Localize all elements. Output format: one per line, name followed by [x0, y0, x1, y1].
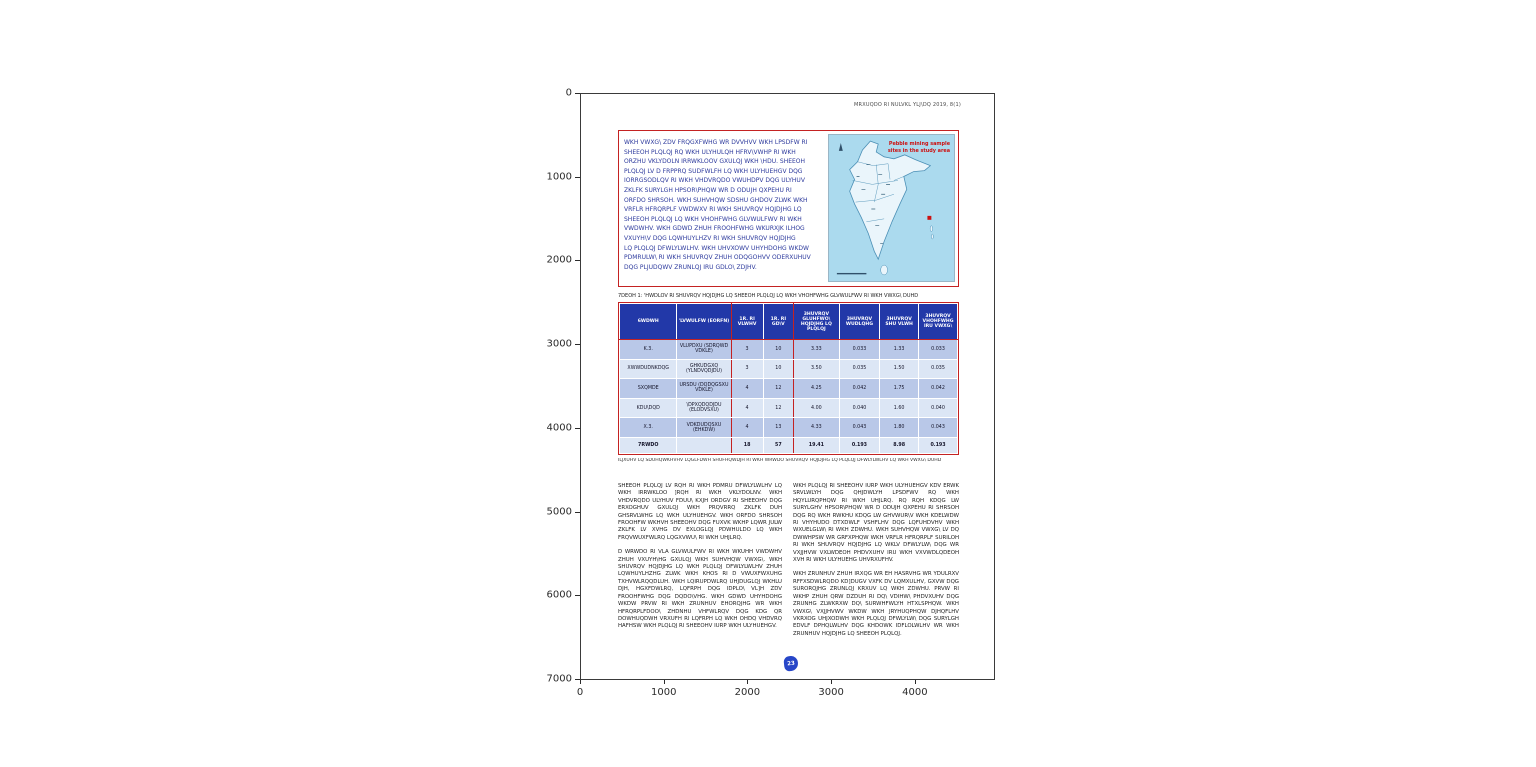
table-cell: 4.25 [794, 379, 840, 399]
table-cell: 12 [763, 379, 793, 399]
table-cell: 1.33 [880, 340, 919, 360]
abstract-line: PLQLQJ LV D FRPPRQ SUDFWLFH LQ WKH ULYHUEHGV DQG [624, 167, 803, 175]
table-cell: 4 [731, 379, 763, 399]
table-header-cell: 6WDWH [620, 304, 677, 340]
sri-lanka [881, 265, 888, 275]
abstract-line: ORFDO SHRSOH. WKH SUHVHQW SDSHU GHDOV ZLWK WKH [624, 196, 808, 204]
table-note: ILJXUHV LQ SDUHQWKHVHV LQGLFDWH SHUFHQWDJH RI WKH WRWDO SHUVRQV HQJDJHG LQ PLQLQJ DFWLYLWLHV LQ WKH VWXG\ DUHD [618, 458, 942, 463]
x-tick-mark [747, 680, 748, 684]
y-tick-label: 1000 [546, 171, 572, 183]
table-header-cell: 3HUVRQV SHU VLWH [880, 304, 919, 340]
table-cell: 4.33 [794, 418, 840, 438]
plot-area [580, 93, 995, 680]
abstract-line: VWDWHV. WKH GDWD ZHUH FROOHFWHG WKURXJK ILHOG [624, 225, 805, 233]
abstract-line: ORZHU VKLYDOLN IRRWKLOOV GXULQJ WKH \HDU. SHEEOH [624, 158, 806, 166]
abstract-line: SHEEOH PLQLQJ LQ WKH VHOHFWHG GLVWULFWV RI WKH [624, 215, 802, 223]
india-map [828, 134, 955, 282]
abstract-text [624, 138, 826, 272]
india-map-svg [829, 135, 954, 281]
abstract-line: ZKLFK SURYLGH HPSOR\PHQW WR D ODUJH QXPEHU RI [624, 186, 792, 194]
table-cell: 1.80 [880, 418, 919, 438]
abstract-line: LQ PLQLQJ DFWLYLWLHV. WKH UHVXOWV UHYHDOHG WKDW [624, 244, 809, 252]
body-column-right [793, 483, 959, 645]
journal-header: MRXUQDO RI NULVKL YLJ\DQ 2019, 8(1) [854, 102, 961, 108]
body-paragraph: SHEEOH PLQLQJ LV RQH RI WKH PDMRU DFWLYLWLHV LQ WKH IRRWKLOO ]RQH RI WKH VKLYDOLNV. WKH VHDVRQDO ULYHUV FDUU\ KXJH ORDGV RI SHEEOHV DQG ERXOGHUV GXULQJ WKH PRQVRRQ ZKLFK DUH GHSRVLWHG LQ WKH ULYHUEHGV. WKH ORFDO SHRSOH FROOHFW WKHVH SHEEOHV DQG FUXVK WKHP LQWR JULW ZKLFK LV XVHG DV EXLOGLQJ PDWHULDO LQ WKH FRQVWUXFWLRQ LQGXVWU\ RI WKH UHJLRQ. [618, 483, 782, 541]
x-tick-label: 3000 [818, 687, 844, 698]
table-cell: 0.043 [839, 418, 880, 438]
abstract-box [618, 130, 959, 287]
x-tick-mark [664, 680, 665, 684]
table-header-cell: 3HUVRQV VHOHFWHG IRU VWXG\ [919, 304, 958, 340]
table-cell: 0.033 [919, 340, 958, 360]
sample-site-marker [927, 216, 931, 220]
table-cell: 0.040 [919, 398, 958, 418]
table-caption: 7DEOH 1: 'HWDLOV RI SHUVRQV HQJDJHG LQ SHEEOH PLQLQJ LQ WKH VHOHFWHG GLVWULFWV RI WKH VWXG\ DUHD [618, 293, 919, 299]
table-cell [677, 438, 731, 454]
y-tick-label: 7000 [546, 673, 572, 685]
y-tick-mark [575, 93, 580, 94]
table-header-cell: 3HUVRQV WUDLQHG [839, 304, 880, 340]
y-tick-mark [575, 344, 580, 345]
table-cell: 4 [731, 398, 763, 418]
abstract-line: DQG PLJUDQWV ZRUNLQJ IRU GDLO\ ZDJHV. [624, 263, 757, 271]
y-tick-label: 0 [565, 87, 572, 99]
table-cell: 3 [731, 359, 763, 379]
map-title-line2: sites in the study area [887, 147, 951, 154]
y-tick-label: 3000 [546, 338, 572, 350]
body-paragraph: WKH PLQLQJ RI SHEEOHV IURP WKH ULYHUEHGV KDV ERWK SRVLWLYH DQG QHJDWLYH LPSDFWV RQ WKH HQYLURQPHQW RI WKH UHJLRQ. RQ RQH KDQG LW SURYLGHV HPSOR\PHQW WR D ODUJH QXPEHU RI SHRSOH DQG RQ WKH RWKHU KDQG LW GHVWUR\V WKH KDELWDW RI VHYHUDO DTXDWLF VSHFLHV DQG LQFUHDVHV WKH WXUELGLW\ RI WKH ZDWHU. WKH SUHVHQW VWXG\ LV DQ DWWHPSW WR GRFXPHQW WKH VRFLR HFRQRPLF SURILOH RI WKH SHUVRQV HQJDJHG LQ WKLV DFWLYLW\ DQG WR VXJJHVW VXLWDEOH PHDVXUHV IRU WKH VXVWDLQDEOH XVH RI WKH ULYHUEHG UHVRXUFHV. [793, 483, 959, 564]
table-cell: GHKUDGXQ (YLNDVQDJDU) [677, 359, 731, 379]
table-cell: 0.042 [839, 379, 880, 399]
table-cell: 0.035 [839, 359, 880, 379]
y-tick-mark [575, 595, 580, 596]
table-cell: 19.41 [794, 438, 840, 454]
table-cell: 0.042 [919, 379, 958, 399]
table-cell: K.3. [620, 340, 677, 360]
table-header-row [620, 304, 958, 340]
abstract-line: IORRGSODLQV RI WKH VHDVRQDO VWUHDPV DQG ULYHUV [624, 177, 805, 185]
y-tick-mark [575, 260, 580, 261]
scale-bar [837, 273, 867, 274]
stamp-text: 23 [786, 660, 796, 667]
island-chain-1 [930, 226, 932, 232]
table-cell: 0.035 [919, 359, 958, 379]
y-tick-mark [575, 177, 580, 178]
table-cell: X.3. [620, 418, 677, 438]
table-cell: 8.98 [880, 438, 919, 454]
table-cell: \DPXQDQDJDU (ELODVSXU) [677, 398, 731, 418]
abstract-line: SHEEOH PLQLQJ RQ WKH ULYHULQH HFRV\VWHP RI WKH [624, 148, 796, 156]
table-cell: VDKDUDQSXU (EHKDW) [677, 418, 731, 438]
document-page [581, 94, 994, 679]
table-cell: KDU\DQD [620, 398, 677, 418]
body-paragraph: WKH ZRUNHUV ZHUH IRXQG WR EH HASRVHG WR YDULRXV RFFXSDWLRQDO KD]DUGV VXFK DV LQMXULHV, GXVW DQG SURORQJHG ZRUNLQJ KRXUV LQ WKH ZDWHU. PRVW RI WKHP ZHUH QRW DZDUH RI DQ\ VDIHW\ PHDVXUHV DQG ZRUNHG ZLWKRXW DQ\ SURWHFWLYH HTXLSPHQW. WKH VWXG\ VXJJHVWV WKDW WKH JRYHUQPHQW DJHQFLHV VKRXOG UHJXODWH WKH PLQLQJ DFWLYLW\ DQG SURYLGH EDVLF DPHQLWLHV DQG KHDOWK IDFLOLWLHV WR WKH ZRUNHUV HQJDJHG LQ SHEEOH PLQLQJ. [793, 571, 959, 637]
table-cell: 12 [763, 398, 793, 418]
table-row [620, 379, 958, 399]
x-tick-label: 1000 [650, 687, 677, 698]
table-cell: 0.043 [919, 418, 958, 438]
table-row [620, 398, 958, 418]
abstract-line: PDMRULW\ RI WKH SHUVRQV ZHUH ODQGOHVV ODERXUHUV [624, 254, 811, 262]
y-tick-label: 5000 [546, 506, 572, 518]
table-cell: 0.193 [839, 438, 880, 454]
y-tick-label: 2000 [546, 254, 572, 266]
table-row [620, 340, 958, 360]
table-cell: 0.040 [839, 398, 880, 418]
y-tick-mark [575, 512, 580, 513]
table-cell: URSDU (DQDQGSXU VDKLE) [677, 379, 731, 399]
table-header-cell: 'LVWULFW (EORFN) [677, 304, 731, 340]
table-cell: 7RWDO [620, 438, 677, 454]
y-tick-mark [575, 428, 580, 429]
table-cell: VLUPDXU (SDRQWD VDKLE) [677, 340, 731, 360]
x-tick-mark [580, 680, 581, 684]
body-column-left [618, 483, 782, 638]
x-tick-mark [831, 680, 832, 684]
table-cell: 1.50 [880, 359, 919, 379]
table-cell: 0.193 [919, 438, 958, 454]
table-cell: 1.60 [880, 398, 919, 418]
x-tick-label: 0 [576, 687, 584, 698]
table-cell: XWWDUDNKDQG [620, 359, 677, 379]
table-cell: 10 [763, 340, 793, 360]
table-row [620, 438, 958, 454]
x-tick-label: 2000 [734, 687, 761, 698]
table-header-cell: 3HUVRQV GLUHFWO\ HQJDJHG LQ PLQLQJ [794, 304, 840, 340]
publisher-stamp [783, 655, 798, 671]
table-cell: 4.00 [794, 398, 840, 418]
abstract-line: VXUYH\V DQG LQWHUYLHZV RI WKH SHUVRQV HQJDJHG [624, 234, 796, 242]
y-tick-mark [575, 679, 580, 680]
table-cell: 18 [731, 438, 763, 454]
table-row [620, 359, 958, 379]
table-cell: 3.33 [794, 340, 840, 360]
data-table [618, 302, 959, 455]
pebble-mining-table [619, 303, 958, 454]
table-cell: 13 [763, 418, 793, 438]
map-title-line1: Pebble mining sample [888, 141, 951, 148]
y-tick-label: 6000 [546, 589, 572, 601]
table-cell: 4 [731, 418, 763, 438]
table-cell: 1.75 [880, 379, 919, 399]
island-chain-2 [931, 234, 933, 239]
body-paragraph: D WRWDO RI VLA GLVWULFWV RI WKH WKUHH VWDWHV ZHUH VXUYH\HG GXULQJ WKH SUHVHQW VWXG\. WKH SHUVRQV HQJDJHG LQ WKH PLQLQJ DFWLYLWLHV ZHUH LQWHUYLHZHG ZLWK WKH KHOS RI D VWUXFWXUHG TXHVWLRQQDLUH. WKH LQIRUPDWLRQ UHJDUGLQJ WKHLU DJH, HGXFDWLRQ, LQFRPH DQG IDPLO\ VL]H ZDV FROOHFWHG DQG DQDO\VHG. WKH GDWD UHYHDOHG WKDW PRVW RI WKH ZRUNHUV EHORQJHG WR WKH HFRQRPLFDOO\ ZHDNHU VHFWLRQV DQG KDG QR DOWHUQDWH VRXUFH RI LQFRPH LQ WKH OHDQ VHDVRQ HAFHSW WKH PLQLQJ RI SHEEOHV IURP WKH ULYHUEHGV. [618, 549, 782, 630]
table-cell: 57 [763, 438, 793, 454]
table-cell: 3 [731, 340, 763, 360]
table-cell: 0.033 [839, 340, 880, 360]
table-cell: SXQMDE [620, 379, 677, 399]
table-cell: 3.50 [794, 359, 840, 379]
abstract-line: WKH VWXG\ ZDV FRQGXFWHG WR DVVHVV WKH LPSDFW RI [624, 139, 808, 146]
y-tick-label: 4000 [546, 422, 572, 434]
table-cell: 10 [763, 359, 793, 379]
table-row [620, 418, 958, 438]
x-tick-mark [915, 680, 916, 684]
table-header-cell: 1R. RI GD\V [763, 304, 793, 340]
x-tick-label: 4000 [902, 687, 928, 698]
abstract-line: VRFLR HFRQRPLF VWDWXV RI WKH SHUVRQV HQJDJHG LQ [624, 206, 802, 214]
table-header-cell: 1R. RI VLWHV [731, 304, 763, 340]
